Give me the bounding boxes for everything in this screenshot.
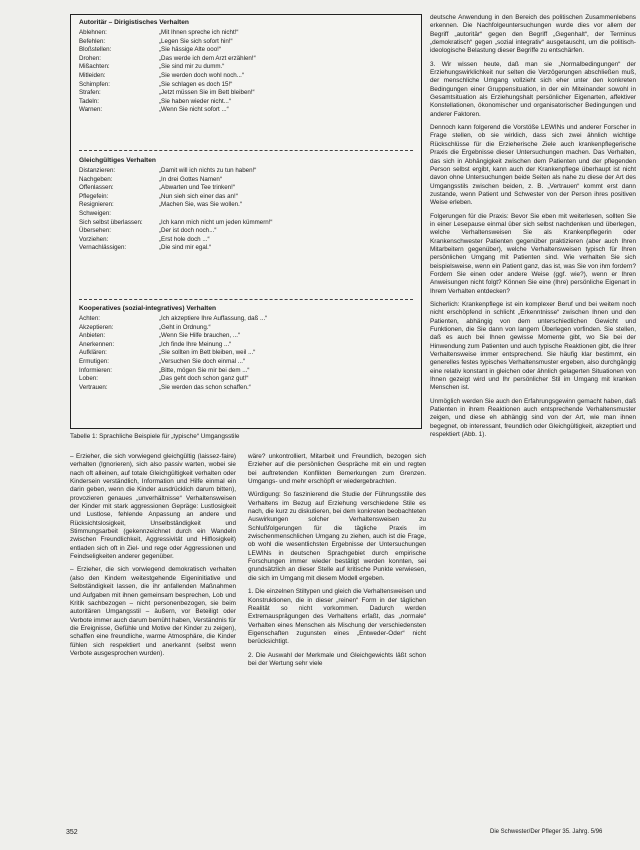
table-row — [79, 55, 413, 64]
table-row — [79, 106, 413, 115]
example-phrase: „Legen Sie sich sofort hin!“ — [159, 37, 233, 45]
example-phrase: „Wenn Sie nicht sofort ...“ — [159, 106, 229, 114]
example-phrase: „In drei Gottes Namen“ — [159, 175, 222, 183]
example-phrase: „Sie sind mir zu dumm.“ — [159, 63, 225, 71]
table-section-cooperative — [79, 305, 413, 392]
table-row — [79, 349, 413, 358]
example-phrase: „Das werde ich dem Arzt erzählen!“ — [159, 54, 256, 62]
behavior-label: Anbieten: — [79, 332, 106, 340]
paragraph: 2. Die Auswahl der Merkmale und Gleichgewichts läßt schon bei der Wertung sehr viele — [248, 651, 426, 667]
example-phrase: „Das geht doch schon ganz gut!“ — [159, 375, 249, 383]
example-phrase: „Bitte, mögen Sie mir bei dem ...“ — [159, 366, 250, 374]
paragraph: Folgerungen für die Praxis: Bevor Sie eben mit weiterlesen, sollten Sie in einer Lesepause einmal über sich selbst nachdenken und überlegen, welche Verhaltensweisen Sie als Krankenpflegerin oder Krankenschwester Patienten gegenüber praktizieren (aber auch Ihren Mitarbeitern gegenüber), welche Verhaltensweisen typisch für Ihren persönlichen Umgang mit Patienten sind. Wie verhalten Sie sich beispielsweise, wenn ein Patient ganz, das ist, was Sie von ihm fordern? Fordern Sie einen oder andere Weise (ggf. wie?), wenn er Ihren Anweisungen nicht folgt? Können Sie eine (Ihre) persönliche Eigenart in Ihrem Verhalten entdecken? — [430, 212, 636, 295]
table-row — [79, 341, 413, 350]
example-phrase: „Ich kann mich nicht um jeden kümmern!“ — [159, 218, 273, 226]
table-row — [79, 176, 413, 185]
page-number: 352 — [66, 829, 78, 836]
behavior-label: Sich selbst überlassen: — [79, 218, 143, 226]
section-divider — [79, 150, 413, 151]
behavior-label: Ermutigen: — [79, 357, 109, 365]
behavior-label: Distanzieren: — [79, 167, 116, 174]
example-phrase: „Sie werden doch wohl noch...“ — [159, 71, 244, 79]
table-row — [79, 201, 413, 210]
behavior-label: Befehlen: — [79, 37, 106, 45]
table-row — [79, 358, 413, 367]
example-phrase: „Sie werden das schon schaffen.“ — [159, 383, 251, 391]
behavior-label: Akzeptieren: — [79, 323, 114, 331]
paragraph: Würdigung: So faszinierend die Studie der Führungsstile des Verhaltens im Bezug auf Erziehung verschiedene Stile es nach, die kurz zu diskutieren, bei dem konkreten beobachteten Auswirkungen solcher Verhaltensweisen zu Schlußfolgerungen für die tägliche Praxis im zwischenmenschlichen Umgang zu ziehen, auch ist die Frage, ob wohl die wesentlichsten Ergebnisse der Untersuchungen LEWINs in deutschen Sprachgebiet durch empirische Forschungen immer wieder bestätigt werden konnten, sei grundsätzlich an dieser Stelle auf kritische Punkte verwiesen, die sich im Umgang mit diesem Modell ergeben. — [248, 491, 426, 582]
example-phrase: „Jetzt müssen Sie im Bett bleiben!“ — [159, 89, 255, 97]
behavior-label: Informieren: — [79, 366, 113, 374]
behavior-label: Nachgeben: — [79, 175, 113, 183]
table-row — [79, 244, 413, 253]
behavior-label: Warnen: — [79, 106, 103, 114]
table-row — [79, 193, 413, 202]
example-phrase: „Erst hole doch ...“ — [159, 235, 210, 243]
table-row — [79, 38, 413, 47]
paragraph: – Erzieher, die sich vorwiegend demokratisch verhalten (also den Kindern weitestgehende Eigeninitiative und Selbständigkeit lassen, die ihr anfallenden Maßnahmen und Aufgaben mit ihnen gemeinsam besprechen, Lob und Kritik sachbezogen – nicht personenbezogen, sie beim autoritären Umgangsstil – äußern, vor Beteiligt oder Verbote immer auch darum bemüht haben, Verständnis für die Ereignisse, Gefühle und Motive der Kinder zu zeigen), schaffen eine freundliche, warme Atmosphäre, die Kinder fühlen sich respektiert und anerkannt (selbst wenn Verbote ausgesprochen wurden). — [70, 566, 236, 657]
behavior-label: Mißachten: — [79, 63, 110, 71]
table-row — [79, 375, 413, 384]
text-column-right — [430, 14, 636, 819]
behavior-label: Vernachlässigen: — [79, 244, 127, 252]
behavior-label: Übersehen: — [79, 227, 111, 235]
example-phrase: „Wenn Sie Hilfe brauchen, ...“ — [159, 332, 241, 340]
example-phrase: „Die sind mir egal.“ — [159, 244, 211, 252]
table-row — [79, 98, 413, 107]
section-title: Kooperatives (sozial-integratives) Verhalten — [79, 305, 217, 312]
paragraph: 1. Die einzelnen Stiltypen und gleich die Verhaltensweisen und Konstruktionen, die in dieser „reinen“ Form in der täglichen Realität so nicht vorkommen. Dadurch werden Extremausprägungen des Verhaltens erfaßt, das „normale“ Verhalten eines Menschen als Mischung der verschiedensten Eigenschaften zugunsten eines „Entweder-Oder“ nicht berücksichtigt. — [248, 588, 426, 646]
paragraph: Dennoch kann folgerend die Vorstöße LEWINs und anderer Forscher in Frage stellen, ob sie wirklich, dass sich zwei ähnlich wichtige Rückschlüsse für die Erzieherische Ziele auch krankenpflegerische Praxis die Ergebnisse dieser Untersuchungen machen. Das Verhalten, das sich in Abhängigkeit zwischen dem Patienten und der pflegenden Person selbst ergibt, kann auch der Krankenpflege überhaupt ist nicht davon ohne Untersuchungen beide Seiten als nahe zu diese der Art des Umgangsstils zwischen beiden, z. B. „Vertrauen“ kommt erst dann zustande, wenn Patient und Schwester von der Person ihres positiven Weise erleben. — [430, 124, 636, 207]
paragraph: Sicherlich: Krankenpflege ist ein komplexer Beruf und bei weitem noch nicht erschöpfend in schlicht „Erkenntnisse“ zwischen Ihnen und den Patienten, abhängig von dem unterschiedlichen Gewicht und Funktionen, die Sie dann von langem Überlegen vorfinden. Sie stellen, daß es auch bei Ihnen gewisse Momente gibt, wo Sie bei der Hinwendung zum Patienten und auch typische Reaktionen gibt, die Ihrer Verhaltensweise immer entsprechend. Sie häufig klar bestimmt, ein generelles festes typisches Verhaltensmuster ergeben, also durchgängig eine relativ konstant in gleichen oder ähnlich gelagerten Situationen von Ihnen gezeigt wird und Ihr persönlicher Stil im Umgang mit kranken Menschen ist. — [430, 301, 636, 392]
table-row — [79, 210, 413, 219]
text-column-left — [70, 453, 236, 818]
table-row — [79, 63, 413, 72]
paragraph: wäre? unkontrolliert, Mitarbeit und Freundlich, bezogen sich Erzieher auf die persönlichen Gespräche mit ein und regten bei auftretenden Konflikten Bemerkungen zum Grenzen. Umgangs- und mehr erschöpft er wiedergebrachten. — [248, 453, 426, 486]
behavior-label: Mitleiden: — [79, 71, 106, 79]
behavior-label: Drohen: — [79, 54, 102, 62]
behavior-label: Vertrauen: — [79, 383, 108, 391]
table-section-authoritarian — [79, 19, 413, 115]
table-row — [79, 184, 413, 193]
example-phrase: „Nun sieh sich einer das an!“ — [159, 192, 238, 200]
behavior-label: Ablehnen: — [79, 29, 107, 36]
table-row — [79, 219, 413, 228]
behavior-label: Achten: — [79, 315, 100, 322]
table-row — [79, 367, 413, 376]
table-row — [79, 332, 413, 341]
behavior-label: Pflegefein: — [79, 192, 109, 200]
table-section-indifferent — [79, 157, 413, 253]
table-row — [79, 384, 413, 393]
example-phrase: „Geht in Ordnung.“ — [159, 323, 211, 331]
behavior-label: Schimpfen: — [79, 80, 110, 88]
table-row — [79, 81, 413, 90]
example-phrase: „Sie sollten im Bett bleiben, weil ...“ — [159, 349, 256, 357]
behavior-label: Tadeln: — [79, 97, 99, 105]
table-row — [79, 324, 413, 333]
example-phrase: „Sie schlagen es doch 15!“ — [159, 80, 233, 88]
table-caption: Tabelle 1: Sprachliche Beispiele für „typische“ Umgangsstile — [70, 433, 240, 440]
behavior-label: Bloßstellen: — [79, 46, 112, 54]
text-column-middle — [248, 453, 426, 818]
paragraph: Unmöglich werden Sie auch den Erfahrungsgewinn gemacht haben, daß Patienten in ihrem Reaktionen auch entsprechende Verhaltensmuster zeigen, und diese eh abhängig sind von der Art, wie man ihnen begegnet, ob interessant, freundlich oder Gleichgültigkeit, akzeptiert und respektiert (Abb. 1). — [430, 397, 636, 439]
behavior-label: Offenlassen: — [79, 184, 114, 192]
behavior-label: Aufklären: — [79, 349, 107, 357]
example-phrase: „Damit will ich nichts zu tun haben!“ — [159, 167, 257, 174]
section-divider — [79, 299, 413, 300]
table-row — [79, 46, 413, 55]
table-row — [79, 315, 413, 324]
behavior-label: Strafen: — [79, 89, 101, 97]
example-phrase: „Machen Sie, was Sie wollen.“ — [159, 201, 242, 209]
paragraph: 3. Wir wissen heute, daß man sie „Normalbedingungen“ der Erziehungswirklichkeit nur selten die Verzögerungen abschließen muß, der menschliche Umgang vollzieht sich eher unter den konkreten Bedingungen einer Gruppensituation, in der ein Miteinander sowohl in Gesamtsituation als Erziehungshalt persönlicher Eigenarten, affektiver Konstellationen, ökonomischer und organisatorischer Bedingungen und anderer Faktoren. — [430, 60, 636, 118]
section-title: Gleichgültiges Verhalten — [79, 157, 156, 164]
behavior-label: Anerkennen: — [79, 340, 115, 348]
table-row — [79, 29, 413, 38]
journal-source: Die Schwester/Der Pfleger 35. Jahrg. 5/96 — [490, 829, 603, 835]
table-row — [79, 167, 413, 176]
examples-table — [70, 14, 422, 429]
paragraph: – Erzieher, die sich vorwiegend gleichgültig (laissez-faire) verhalten (Ignorieren), sich also passiv warten, wobei sie nach oft alleinen, auf totale Gleichgültigkeit verhalten oder Kindersein verständlich, Information und Hilfe einmal ein darin geben, wenn die Kinder ausdrücklich darum bitten), provozieren genaues „unverhältnisse“ Verhaltensweisen der Kinder mit stark aggressionen Gepräge: Lustlosigkeit und Lustlose, fehlende Anpassung an andere und Rücksichtslosigkeit, Unselbständigkeit und Stimmungsarbeit (gekennzeichnet durch ein Wandeln zwischen Freundlichkeit, Aggressivität und Hilflosigkeit) entladen sich oft in Ziel- und rege oder Aggressionen und Feindseligkeiten anderer gegenüber. — [70, 453, 236, 561]
example-phrase: „Ich finde Ihre Meinung ...“ — [159, 340, 232, 348]
behavior-label: Vorziehen: — [79, 235, 109, 243]
section-title: Autoritär – Dirigistisches Verhalten — [79, 19, 189, 26]
behavior-label: Loben: — [79, 375, 98, 383]
example-phrase: „Abwarten und Tee trinken!“ — [159, 184, 235, 192]
example-phrase: „Mit Ihnen spreche ich nicht!“ — [159, 29, 239, 36]
example-phrase: „Der ist doch noch...“ — [159, 227, 217, 235]
example-phrase: „Sie haben wieder nicht...“ — [159, 97, 231, 105]
example-phrase — [159, 210, 413, 219]
table-row — [79, 227, 413, 236]
example-phrase: „Ich akzeptiere Ihre Auffassung, daß ...“ — [159, 315, 268, 322]
table-row — [79, 72, 413, 81]
example-phrase: „Sie hässige Alte ooo!“ — [159, 46, 221, 54]
behavior-label: Resignieren: — [79, 201, 114, 209]
paragraph: deutsche Anwendung in den Bereich des politischen Zusammenlebens erkennen. Die Nachfolgeuntersuchungen wurde dies vor allem der Begriff „autoritär“ gegen den Begriff „Gegenhalt“, der Terminus „demokratisch“ gegen „sozial integrativ“ ausgetauscht, um die politisch-ideologische Belastung dieser Begriffe zu entschärfen. — [430, 14, 636, 55]
table-row — [79, 89, 413, 98]
behavior-label: Schweigen: — [79, 209, 111, 217]
example-phrase: „Versuchen Sie doch einmal ...“ — [159, 357, 245, 365]
table-row — [79, 236, 413, 245]
